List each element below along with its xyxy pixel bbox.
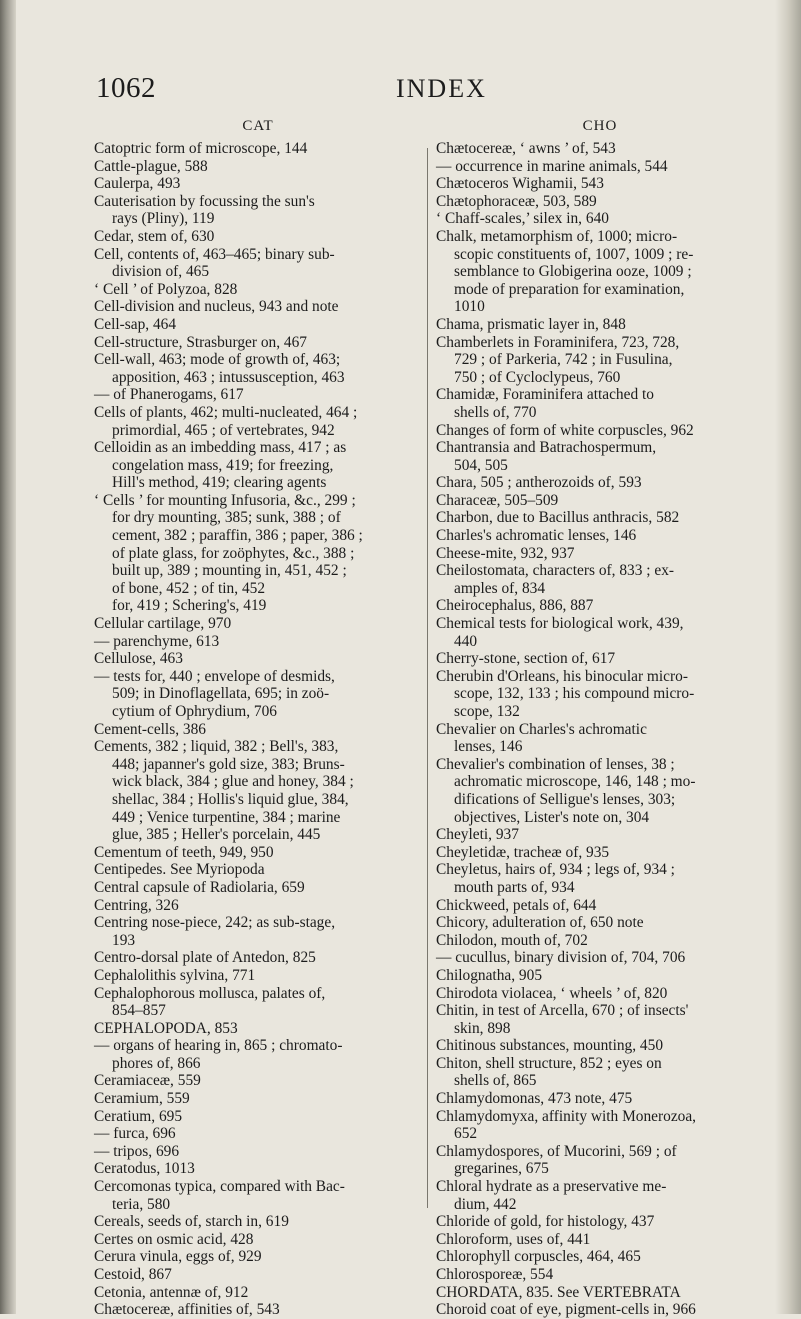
index-entry: Chætoceros Wighamii, 543 xyxy=(436,175,604,193)
index-entry: Charbon, due to Bacillus anthracis, 582 xyxy=(436,509,680,527)
index-entry: Chara, 505 ; antherozoids of, 593 xyxy=(436,474,642,492)
index-entry: — parenchyme, 613 xyxy=(94,632,220,650)
index-entry: Centring, 326 xyxy=(94,896,179,914)
index-entry: Cheyletidæ, tracheæ of, 935 xyxy=(436,843,610,861)
running-head: INDEX xyxy=(396,74,487,103)
index-entry: Cheilostomata, characters of, 833 ; ex- amples of, 834 xyxy=(436,562,675,597)
index-entry: Chicory, adulteration of, 650 note xyxy=(436,914,644,932)
index-entry: — tripos, 696 xyxy=(94,1142,180,1160)
page-edge-shadow xyxy=(775,0,801,1314)
index-entry: Cercomonas typica, compared with Bac- teria, 580 xyxy=(94,1178,345,1213)
index-entry: Centring nose-piece, 242; as sub-stage, 193 xyxy=(94,914,336,949)
index-entry: ‘ Chaff-scales,’ silex in, 640 xyxy=(436,210,609,228)
index-entry: Chitin, in test of Arcella, 670 ; of insects' skin, 898 xyxy=(436,1002,689,1037)
index-entry: Chilognatha, 905 xyxy=(436,966,543,984)
index-entry: Centipedes. See Myriopoda xyxy=(94,861,265,879)
column-divider xyxy=(427,148,428,1208)
index-entry: Cestoid, 867 xyxy=(94,1266,172,1283)
index-entry: Cheese-mite, 932, 937 xyxy=(436,544,575,562)
index-entry: Chlorosporeæ, 554 xyxy=(436,1266,554,1283)
index-entry: Cementum of teeth, 949, 950 xyxy=(94,843,274,861)
index-entry: Chætocereæ, ‘ awns ’ of, 543 xyxy=(436,140,616,157)
index-entry: Cerura vinula, eggs of, 929 xyxy=(94,1248,262,1266)
left-column xyxy=(94,118,422,1319)
index-entry: Cetonia, antennæ of, 912 xyxy=(94,1283,249,1301)
index-entry: CHORDATA, 835. See VERTEBRATA xyxy=(436,1283,681,1301)
index-entry: Cephalolithis sylvina, 771 xyxy=(94,966,256,984)
index-entry: Characeæ, 505–509 xyxy=(436,491,559,509)
index-entry: Cell-wall, 463; mode of growth of, 463; apposition, 463 ; intussusception, 463 xyxy=(94,351,345,386)
index-entry: Cement-cells, 386 xyxy=(94,720,206,738)
index-entry: Ceratodus, 1013 xyxy=(94,1160,195,1178)
book-spine-shadow xyxy=(0,0,16,1314)
page-header xyxy=(0,72,801,112)
index-entry: Chalk, metamorphism of, 1000; micro- scopic constituents of, 1007, 1009 ; re- semblance to Globigerina ooze, 1009 ; mode of preparation for examination, 1010 xyxy=(436,227,694,316)
index-entry: Charles's achromatic lenses, 146 xyxy=(436,527,637,545)
index-entry: — cucullus, binary division of, 704, 706 xyxy=(436,949,686,967)
index-entry: Ceramiaceæ, 559 xyxy=(94,1072,201,1090)
index-entry: Cattle-plague, 588 xyxy=(94,157,208,175)
index-entry: CEPHALOPODA, 853 xyxy=(94,1019,238,1037)
page-number: 1062 xyxy=(96,72,156,104)
index-entry: Cedar, stem of, 630 xyxy=(94,227,215,245)
index-entry: Chamidæ, Foraminifera attached to shells of, 770 xyxy=(436,386,654,421)
index-entry: Chirodota violacea, ‘ wheels ’ of, 820 xyxy=(436,984,668,1002)
index-entry: Cherry-stone, section of, 617 xyxy=(436,650,616,668)
index-entry: Chlamydomonas, 473 note, 475 xyxy=(436,1090,633,1108)
index-entry: Chlamydomyxa, affinity with Monerozoa, 652 xyxy=(436,1107,697,1143)
index-entry: ‘ Cells ’ for mounting Infusoria, &c., 299 ; for dry mounting, 385; sunk, 388 ; of cement, 382 ; paraffin, 386 ; paper, 386 ; of plate glass, for zoöphytes, &c., 388 ; built up, 389 ; mounting in, 451, 452 ; of bone, 452 ; of tin, 452 for, 419 ; Schering's, 419 xyxy=(94,491,363,615)
index-entry: Cereals, seeds of, starch in, 619 xyxy=(94,1213,289,1231)
index-entry: Changes of form of white corpuscles, 962 xyxy=(436,421,694,439)
index-entry: Cheyleti, 937 xyxy=(436,826,519,844)
index-entry: Chilodon, mouth of, 702 xyxy=(436,931,588,949)
index-entry: — occurrence in marine animals, 544 xyxy=(436,157,668,175)
index-entry: — furca, 696 xyxy=(94,1125,176,1143)
index-entry: Chloroform, uses of, 441 xyxy=(436,1230,591,1248)
index-entry: — of Phanerogams, 617 xyxy=(94,386,244,404)
index-entry: Chevalier's combination of lenses, 38 ; achromatic microscope, 146, 148 ; mo- difications of Selligue's lenses, 303; objectives, Lister's note on, 304 xyxy=(436,755,696,826)
index-entry: Chloral hydrate as a preservative me- dium, 442 xyxy=(436,1178,667,1213)
index-entry: Cellular cartilage, 970 xyxy=(94,615,232,633)
right-entry-list xyxy=(436,140,764,1319)
index-entry: Chemical tests for biological work, 439, 440 xyxy=(436,615,684,650)
index-entry: Chætophoraceæ, 503, 589 xyxy=(436,192,597,210)
index-entry: Chama, prismatic layer in, 848 xyxy=(436,315,626,333)
index-entry: Cell-division and nucleus, 943 and note xyxy=(94,298,339,316)
index-entry: ‘ Cell ’ of Polyzoa, 828 xyxy=(94,280,238,298)
index-entry: Chlorophyll corpuscles, 464, 465 xyxy=(436,1248,641,1266)
index-entry: Cell-structure, Strasburger on, 467 xyxy=(94,333,308,351)
index-entry: Catoptric form of microscope, 144 xyxy=(94,140,308,157)
index-entry: Ceratium, 695 xyxy=(94,1107,183,1125)
index-entry: Ceramium, 559 xyxy=(94,1090,190,1108)
index-entry: Chevalier on Charles's achromatic lenses, 146 xyxy=(436,720,647,756)
index-entry: Cherubin d'Orleans, his binocular micro- scope, 132, 133 ; his compound micro- scope, 132 xyxy=(436,667,695,720)
index-entry: Chitinous substances, mounting, 450 xyxy=(436,1037,664,1055)
index-entry: Celloidin as an imbedding mass, 417 ; as congelation mass, 419; for freezing, Hill's method, 419; clearing agents xyxy=(94,439,347,492)
index-entry: Choroid coat of eye, pigment-cells in, 966 xyxy=(436,1301,696,1319)
index-entry: Cephalophorous mollusca, palates of, 854–857 xyxy=(94,984,326,1020)
index-entry: Centro-dorsal plate of Antedon, 825 xyxy=(94,949,316,967)
right-guide-word: CHO xyxy=(582,118,618,134)
index-entry: Certes on osmic acid, 428 xyxy=(94,1230,254,1248)
index-entry: Cell, contents of, 463–465; binary sub- division of, 465 xyxy=(94,245,335,281)
index-entry: Chloride of gold, for histology, 437 xyxy=(436,1213,655,1231)
index-entry: Cheirocephalus, 886, 887 xyxy=(436,597,594,615)
index-entry: Chantransia and Batrachospermum, 504, 505 xyxy=(436,439,657,474)
index-entry: Cells of plants, 462; multi-nucleated, 464 ; primordial, 465 ; of vertebrates, 942 xyxy=(94,403,358,439)
right-column xyxy=(436,118,764,1319)
index-entry: Cements, 382 ; liquid, 382 ; Bell's, 383, 448; japanner's gold size, 383; Bruns- wick black, 384 ; glue and honey, 384 ; shellac, 384 ; Hollis's liquid glue, 384, 449 ; Venice turpentine, 384 ; marine glue, 385 ; Heller's porcelain, 445 xyxy=(94,738,354,844)
index-entry: Chætocereæ, affinities of, 543 xyxy=(94,1301,280,1319)
index-entry: Chiton, shell structure, 852 ; eyes on shells of, 865 xyxy=(436,1054,662,1090)
index-entry: Central capsule of Radiolaria, 659 xyxy=(94,878,305,896)
index-entry: — tests for, 440 ; envelope of desmids, 509; in Dinoflagellata, 695; in zoö- cytium of Ophrydium, 706 xyxy=(94,667,335,720)
index-entry: — organs of hearing in, 865 ; chromato- phores of, 866 xyxy=(94,1037,343,1072)
index-entry: Cell-sap, 464 xyxy=(94,315,177,333)
index-entry: Chamberlets in Foraminifera, 723, 728, 729 ; of Parkeria, 742 ; in Fusulina, 750 ; of Cycloclypeus, 760 xyxy=(436,333,680,386)
left-guide-word: CAT xyxy=(242,118,274,134)
index-entry: Caulerpa, 493 xyxy=(94,175,181,193)
index-entry: Cellulose, 463 xyxy=(94,650,183,668)
index-entry: Cauterisation by focussing the sun's rays (Pliny), 119 xyxy=(94,192,315,228)
index-entry: Cheyletus, hairs of, 934 ; legs of, 934 ; mouth parts of, 934 xyxy=(436,861,675,896)
index-entry: Chlamydospores, of Mucorini, 569 ; of gregarines, 675 xyxy=(436,1142,677,1178)
left-entry-list xyxy=(94,140,422,1319)
index-entry: Chickweed, petals of, 644 xyxy=(436,896,597,914)
